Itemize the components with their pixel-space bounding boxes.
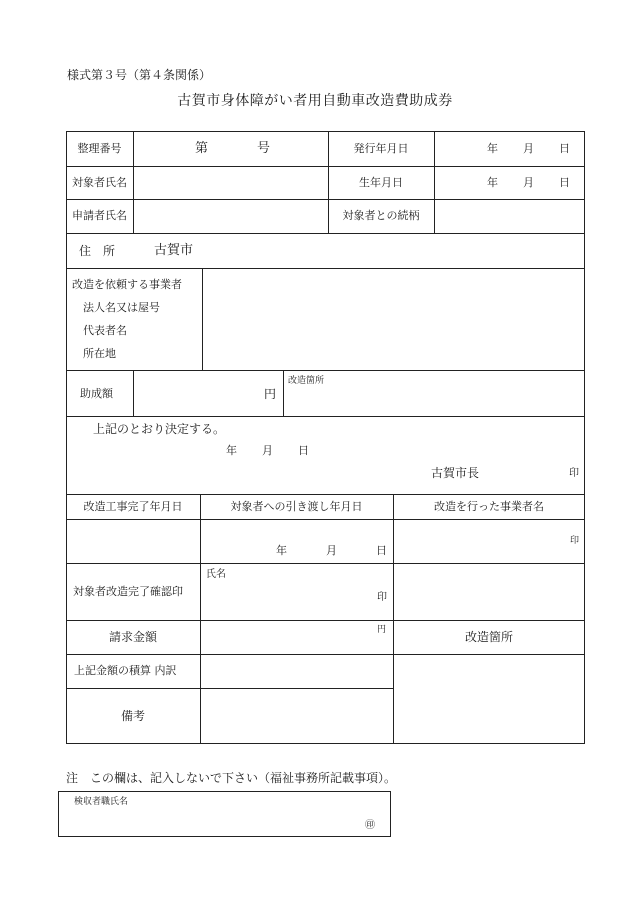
grid-line: [66, 268, 585, 269]
contractor-done-label: 改造を行った事業者名: [434, 500, 544, 513]
grid-line: [202, 268, 203, 370]
birth-day: 日: [559, 176, 570, 189]
contractor-label: 改造を依頼する事業者: [72, 278, 182, 291]
grid-line: [66, 519, 585, 520]
claim-modification-place-label: 改造箇所: [464, 630, 513, 644]
grid-line: [200, 494, 201, 744]
handover-month: 月: [326, 544, 337, 557]
mayor-label: 古賀市長: [431, 466, 480, 480]
address-label: 住 所: [79, 244, 116, 258]
grid-line: [133, 370, 134, 416]
issue-year: 年: [487, 142, 498, 155]
document-title: 古賀市身体障がい者用自動車改造費助成券: [177, 93, 453, 109]
address-value: 古賀市: [154, 243, 194, 258]
issue-date-label: 発行年月日: [353, 142, 409, 155]
birth-date-label: 生年月日: [359, 176, 403, 189]
grid-line: [66, 166, 585, 167]
representative-label: 代表者名: [83, 324, 127, 337]
serial-dai: 第: [195, 141, 209, 156]
grid-line: [66, 688, 393, 689]
birth-year: 年: [487, 176, 498, 189]
corp-name-label: 法人名又は屋号: [83, 301, 160, 314]
relation-label: 対象者との続柄: [342, 209, 420, 222]
claim-yen: 円: [377, 625, 387, 635]
handover-date-label: 対象者への引き渡し年月日: [230, 500, 363, 513]
issue-month: 月: [523, 142, 534, 155]
birth-month: 月: [523, 176, 534, 189]
completion-date-label: 改造工事完了年月日: [83, 500, 183, 513]
confirm-name-label: 氏名: [206, 569, 226, 580]
grid-line: [66, 416, 585, 417]
contractor-done-seal: 印: [570, 536, 580, 546]
serial-number-label: 整理番号: [77, 142, 122, 155]
issue-day: 日: [559, 142, 570, 155]
form-number: 様式第３号（第４条関係）: [67, 68, 212, 82]
breakdown-label: 上記金額の積算 内訳: [74, 664, 177, 677]
mayor-seal: 印: [569, 468, 579, 479]
handover-year: 年: [276, 544, 287, 557]
remarks-label: 備考: [120, 709, 145, 723]
subject-name-label: 対象者氏名: [72, 176, 127, 189]
subsidy-amount-label: 助成額: [80, 387, 113, 400]
grid-line: [66, 494, 585, 495]
handover-day: 日: [376, 544, 387, 557]
decision-month: 月: [262, 444, 273, 457]
decision-year: 年: [226, 444, 237, 457]
inspector-seal: ㊞: [365, 820, 375, 831]
grid-line: [66, 370, 585, 371]
applicant-name-label: 申請者氏名: [72, 209, 127, 222]
decision-day: 日: [298, 444, 309, 457]
grid-line: [393, 494, 394, 744]
footer-note: 注 この欄は、記入しないで下さい（福祉事務所記載事項）。: [66, 771, 397, 785]
inspector-label: 検収者職氏名: [74, 797, 129, 807]
confirm-seal: 印: [377, 592, 387, 603]
grid-line: [66, 199, 585, 200]
modification-place-label: 改造箇所: [288, 376, 325, 386]
location-label: 所在地: [83, 347, 116, 360]
grid-line: [133, 131, 134, 233]
confirm-seal-label: 対象者改造完了確認印: [73, 585, 183, 598]
grid-line: [66, 654, 585, 655]
grid-line: [434, 131, 435, 233]
grid-line: [66, 563, 585, 564]
grid-line: [66, 620, 585, 621]
decision-statement: 上記のとおり決定する。: [93, 422, 226, 436]
main-form-table: [66, 131, 585, 744]
serial-go: 号: [257, 141, 271, 156]
subsidy-yen: 円: [264, 387, 277, 401]
grid-line: [66, 233, 585, 234]
grid-line: [283, 370, 284, 416]
claim-amount-label: 請求金額: [108, 630, 157, 644]
